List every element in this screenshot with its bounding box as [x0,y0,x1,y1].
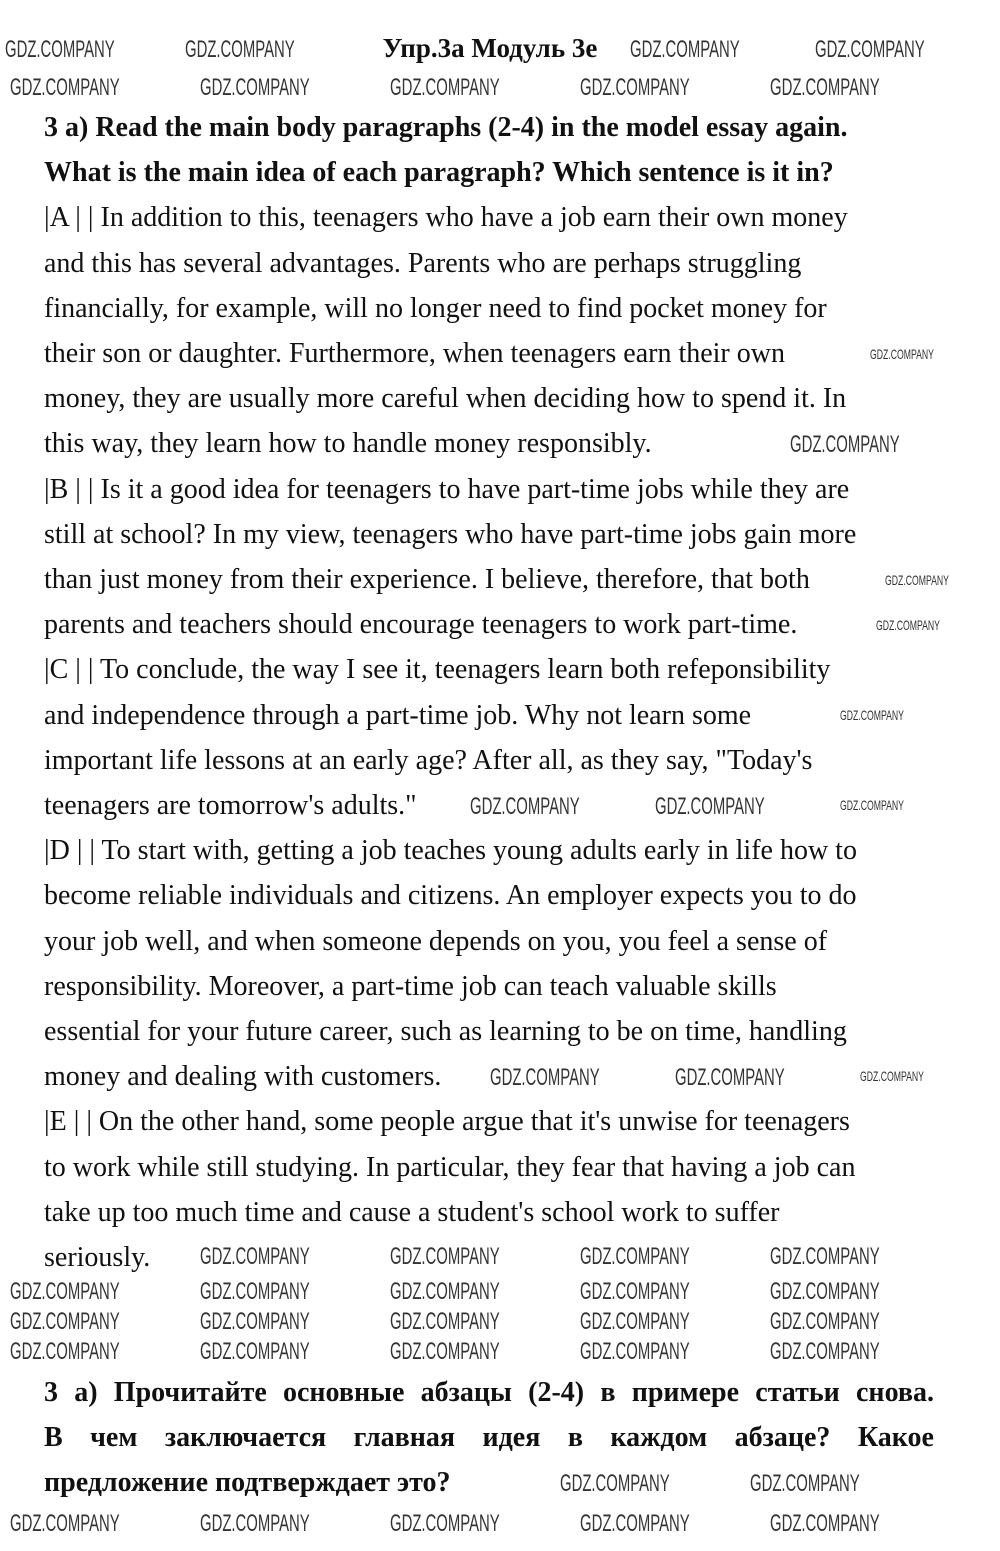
watermark: GDZ.COMPANY [200,74,310,101]
watermark: GDZ.COMPANY [200,1510,310,1537]
watermark: GDZ.COMPANY [750,1470,860,1497]
watermark: GDZ.COMPANY [560,1470,670,1497]
paragraph-line: to work while still studying. In particular, they fear that having a job can [44,1151,856,1183]
watermark: GDZ.COMPANY [185,36,295,63]
task-heading-ru-line: В чем заключается главная идея в каждом абзаце? Какое [44,1422,934,1454]
watermark: GDZ.COMPANY [200,1308,310,1335]
watermark: GDZ.COMPANY [390,1510,500,1537]
watermark: GDZ.COMPANY [790,431,900,458]
watermark: GDZ.COMPANY [470,793,580,820]
watermark: GDZ.COMPANY [770,1243,880,1270]
watermark: GDZ.COMPANY [840,707,904,723]
watermark: GDZ.COMPANY [10,74,120,101]
paragraph-line: become reliable individuals and citizens. An employer expects you to do [44,880,857,912]
paragraph-line: money, they are usually more careful when deciding how to spend it. In [44,383,847,415]
watermark: GDZ.COMPANY [630,36,740,63]
paragraph-line: and this has several advantages. Parents who are perhaps struggling [44,247,802,279]
task-heading-line: What is the main idea of each paragraph? Which sentence is it in? [44,157,834,189]
paragraph-line: |C | | To conclude, the way I see it, teenagers learn both refeponsibility [44,654,831,686]
watermark: GDZ.COMPANY [580,74,690,101]
watermark: GDZ.COMPANY [490,1064,600,1091]
watermark: GDZ.COMPANY [10,1278,120,1305]
paragraph-line: this way, they learn how to handle money responsibly. [44,428,652,460]
paragraph-line: important life lessons at an early age? After all, as they say, "Today's [44,744,813,776]
watermark: GDZ.COMPANY [580,1510,690,1537]
watermark: GDZ.COMPANY [870,346,934,362]
watermark: GDZ.COMPANY [10,1510,120,1537]
watermark: GDZ.COMPANY [200,1243,310,1270]
watermark: GDZ.COMPANY [885,572,949,588]
paragraph-line: |D | | To start with, getting a job teaches young adults early in life how to [44,835,857,867]
task-heading-ru-line: 3 а) Прочитайте основные абзацы (2-4) в примере статьи снова. [44,1377,934,1408]
watermark: GDZ.COMPANY [200,1278,310,1305]
paragraph-line: money and dealing with customers. [44,1061,442,1093]
paragraph-line: teenagers are tomorrow's adults." [44,790,417,821]
paragraph-line: still at school? In my view, teenagers who have part-time jobs gain more [44,518,857,550]
watermark: GDZ.COMPANY [390,74,500,101]
watermark: GDZ.COMPANY [840,797,904,813]
paragraph-line: seriously. [44,1242,151,1273]
page-title: Упр.3а Модуль 3е [382,33,598,63]
watermark: GDZ.COMPANY [390,1243,500,1270]
watermark: GDZ.COMPANY [10,1338,120,1365]
paragraph-line: financially, for example, will no longer need to find pocket money for [44,292,827,324]
paragraph-line: essential for your future career, such as learning to be on time, handling [44,1016,847,1047]
paragraph-line: |E | | On the other hand, some people argue that it's unwise for teenagers [44,1106,850,1138]
watermark: GDZ.COMPANY [876,617,940,633]
watermark: GDZ.COMPANY [390,1278,500,1305]
watermark: GDZ.COMPANY [580,1243,690,1270]
watermark: GDZ.COMPANY [815,36,925,63]
watermark: GDZ.COMPANY [770,74,880,101]
paragraph-line: |A | | In addition to this, teenagers who have a job earn their own money [44,202,848,234]
task-heading-line: 3 a) Read the main body paragraphs (2-4) in the model essay again. [44,112,848,143]
watermark: GDZ.COMPANY [770,1338,880,1365]
watermark: GDZ.COMPANY [860,1068,924,1084]
paragraph-line: their son or daughter. Furthermore, when teenagers earn their own [44,338,785,369]
watermark: GDZ.COMPANY [390,1308,500,1335]
paragraph-line: than just money from their experience. I believe, therefore, that both [44,564,810,595]
watermark: GDZ.COMPANY [770,1510,880,1537]
watermark: GDZ.COMPANY [580,1278,690,1305]
paragraph-line: responsibility. Moreover, a part-time job can teach valuable skills [44,970,777,1002]
watermark: GDZ.COMPANY [5,36,115,63]
watermark: GDZ.COMPANY [580,1308,690,1335]
paragraph-line: parents and teachers should encourage teenagers to work part-time. [44,609,798,641]
paragraph-line: |B | | Is it a good idea for teenagers to have part-time jobs while they are [44,473,850,505]
watermark: GDZ.COMPANY [200,1338,310,1365]
watermark: GDZ.COMPANY [580,1338,690,1365]
watermark: GDZ.COMPANY [675,1064,785,1091]
watermark: GDZ.COMPANY [655,793,765,820]
paragraph-line: take up too much time and cause a student's school work to suffer [44,1196,780,1228]
paragraph-line: and independence through a part-time job. Why not learn some [44,699,752,731]
watermark: GDZ.COMPANY [390,1338,500,1365]
watermark: GDZ.COMPANY [10,1308,120,1335]
task-heading-ru-line: предложение подтверждает это? [44,1467,451,1499]
watermark: GDZ.COMPANY [770,1278,880,1305]
paragraph-line: your job well, and when someone depends on you, you feel a sense of [44,925,828,957]
watermark: GDZ.COMPANY [770,1308,880,1335]
